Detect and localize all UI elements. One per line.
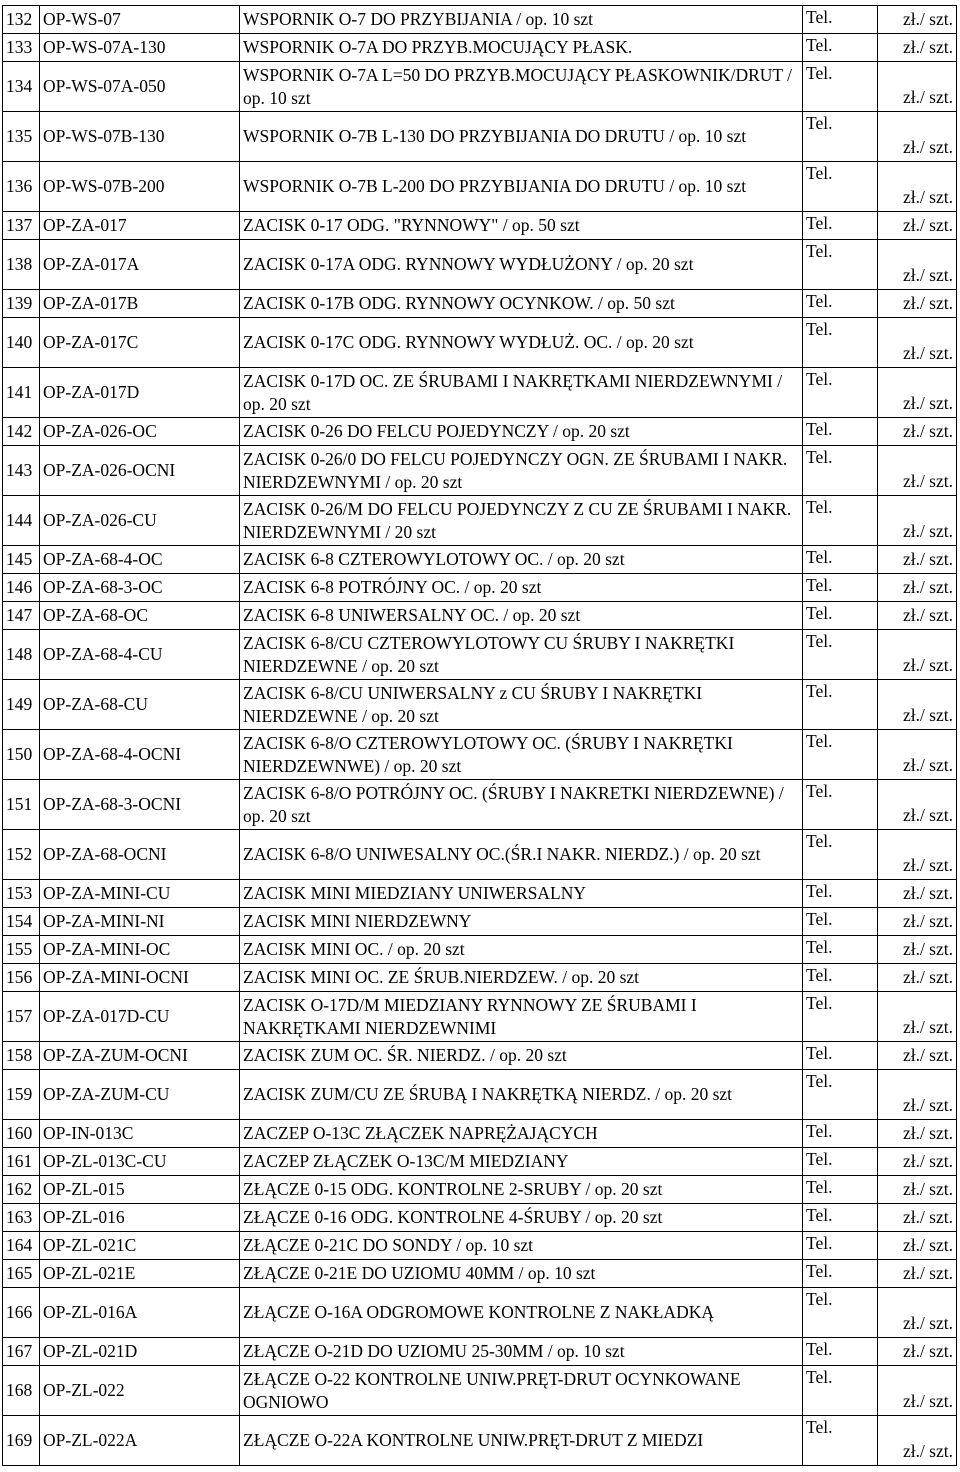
table-row (3, 1148, 957, 1176)
price-unit: zł./ szt. (878, 1366, 957, 1416)
price-unit: zł./ szt. (878, 1176, 957, 1204)
price-unit: zł./ szt. (878, 6, 957, 34)
table-row (3, 1070, 957, 1120)
product-description: ZACISK 0-17B ODG. RYNNOWY OCYNKOW. / op. 50 szt (240, 290, 803, 318)
phone-label: Tel. (803, 162, 878, 212)
price-unit: zł./ szt. (878, 574, 957, 602)
table-row (3, 1366, 957, 1416)
product-description: ZŁĄCZE 0-15 ODG. KONTROLNE 2-SRUBY / op. 20 szt (240, 1176, 803, 1204)
phone-label: Tel. (803, 1120, 878, 1148)
price-unit: zł./ szt. (878, 730, 957, 780)
product-code: OP-ZA-017C (40, 318, 240, 368)
product-code: OP-ZA-68-3-OC (40, 574, 240, 602)
phone-label: Tel. (803, 1232, 878, 1260)
table-row (3, 880, 957, 908)
product-description: ZACZEP O-13C ZŁĄCZEK NAPRĘŻAJĄCYCH (240, 1120, 803, 1148)
row-number: 165 (3, 1260, 40, 1288)
phone-label: Tel. (803, 992, 878, 1042)
phone-label: Tel. (803, 290, 878, 318)
row-number: 142 (3, 418, 40, 446)
product-code: OP-IN-013C (40, 1120, 240, 1148)
price-unit: zł./ szt. (878, 1232, 957, 1260)
price-unit: zł./ szt. (878, 1338, 957, 1366)
phone-label: Tel. (803, 1416, 878, 1466)
product-description: ZACZEP ZŁĄCZEK O-13C/M MIEDZIANY (240, 1148, 803, 1176)
product-description: WSPORNIK O-7 DO PRZYBIJANIA / op. 10 szt (240, 6, 803, 34)
phone-label: Tel. (803, 240, 878, 290)
product-code: OP-ZA-68-4-CU (40, 630, 240, 680)
row-number: 168 (3, 1366, 40, 1416)
product-description: ZŁĄCZE O-16A ODGROMOWE KONTROLNE Z NAKŁADKĄ (240, 1288, 803, 1338)
product-code: OP-ZA-017D-CU (40, 992, 240, 1042)
phone-label: Tel. (803, 1338, 878, 1366)
product-description: ZACISK 6-8/CU UNIWERSALNY z CU ŚRUBY I NAKRĘTKI NIERDZEWNE / op. 20 szt (240, 680, 803, 730)
table-row (3, 162, 957, 212)
phone-label: Tel. (803, 964, 878, 992)
product-code: OP-ZA-MINI-CU (40, 880, 240, 908)
product-code: OP-ZA-68-3-OCNI (40, 780, 240, 830)
row-number: 154 (3, 908, 40, 936)
price-unit: zł./ szt. (878, 780, 957, 830)
price-unit: zł./ szt. (878, 964, 957, 992)
row-number: 167 (3, 1338, 40, 1366)
row-number: 139 (3, 290, 40, 318)
product-description: WSPORNIK O-7B L-130 DO PRZYBIJANIA DO DRUTU / op. 10 szt (240, 112, 803, 162)
phone-label: Tel. (803, 318, 878, 368)
price-unit: zł./ szt. (878, 1288, 957, 1338)
product-description: ZACISK MINI NIERDZEWNY (240, 908, 803, 936)
price-unit: zł./ szt. (878, 318, 957, 368)
table-row (3, 730, 957, 780)
product-code: OP-ZL-022A (40, 1416, 240, 1466)
product-description: ZACISK ZUM OC. ŚR. NIERDZ. / op. 20 szt (240, 1042, 803, 1070)
product-code: OP-ZA-68-4-OC (40, 546, 240, 574)
product-description: ZACISK 6-8 UNIWERSALNY OC. / op. 20 szt (240, 602, 803, 630)
product-code: OP-ZL-015 (40, 1176, 240, 1204)
row-number: 135 (3, 112, 40, 162)
product-description: ZACISK 0-26/0 DO FELCU POJEDYNCZY OGN. ZE ŚRUBAMI I NAKR. NIERDZEWNYMI / op. 20 szt (240, 446, 803, 496)
row-number: 148 (3, 630, 40, 680)
row-number: 146 (3, 574, 40, 602)
product-code: OP-ZA-68-OC (40, 602, 240, 630)
phone-label: Tel. (803, 112, 878, 162)
table-row (3, 1232, 957, 1260)
row-number: 169 (3, 1416, 40, 1466)
product-description: ZACISK 6-8/CU CZTEROWYLOTOWY CU ŚRUBY I NAKRĘTKI NIERDZEWNE / op. 20 szt (240, 630, 803, 680)
product-description: ZACISK 6-8 POTRÓJNY OC. / op. 20 szt (240, 574, 803, 602)
phone-label: Tel. (803, 780, 878, 830)
phone-label: Tel. (803, 1042, 878, 1070)
product-code: OP-ZA-68-OCNI (40, 830, 240, 880)
product-code: OP-ZL-016 (40, 1204, 240, 1232)
row-number: 158 (3, 1042, 40, 1070)
table-row (3, 964, 957, 992)
price-unit: zł./ szt. (878, 830, 957, 880)
table-row (3, 112, 957, 162)
phone-label: Tel. (803, 1204, 878, 1232)
table-row (3, 908, 957, 936)
price-unit: zł./ szt. (878, 1070, 957, 1120)
product-description: ZACISK 0-26/M DO FELCU POJEDYNCZY Z CU ZE ŚRUBAMI I NAKR. NIERDZEWNYMI / 20 szt (240, 496, 803, 546)
price-unit: zł./ szt. (878, 992, 957, 1042)
price-unit: zł./ szt. (878, 62, 957, 112)
row-number: 137 (3, 212, 40, 240)
table-row (3, 780, 957, 830)
table-row (3, 290, 957, 318)
product-description: ZŁĄCZE O-22A KONTROLNE UNIW.PRĘT-DRUT Z MIEDZI (240, 1416, 803, 1466)
product-description: ZACISK MINI OC. ZE ŚRUB.NIERDZEW. / op. 20 szt (240, 964, 803, 992)
phone-label: Tel. (803, 368, 878, 418)
product-description: ZACISK 6-8 CZTEROWYLOTOWY OC. / op. 20 szt (240, 546, 803, 574)
product-description: ZŁĄCZE 0-21C DO SONDY / op. 10 szt (240, 1232, 803, 1260)
phone-label: Tel. (803, 830, 878, 880)
row-number: 134 (3, 62, 40, 112)
product-code: OP-ZA-68-4-OCNI (40, 730, 240, 780)
row-number: 166 (3, 1288, 40, 1338)
price-unit: zł./ szt. (878, 936, 957, 964)
product-code: OP-ZA-ZUM-OCNI (40, 1042, 240, 1070)
table-row (3, 680, 957, 730)
product-description: ZŁĄCZE O-21D DO UZIOMU 25-30MM / op. 10 szt (240, 1338, 803, 1366)
product-description: ZACISK ZUM/CU ZE ŚRUBĄ I NAKRĘTKĄ NIERDZ. / op. 20 szt (240, 1070, 803, 1120)
price-unit: zł./ szt. (878, 1416, 957, 1466)
phone-label: Tel. (803, 446, 878, 496)
product-code: OP-WS-07B-130 (40, 112, 240, 162)
table-row (3, 1176, 957, 1204)
product-code: OP-ZA-MINI-OC (40, 936, 240, 964)
row-number: 155 (3, 936, 40, 964)
price-unit: zł./ szt. (878, 630, 957, 680)
price-unit: zł./ szt. (878, 212, 957, 240)
row-number: 151 (3, 780, 40, 830)
row-number: 145 (3, 546, 40, 574)
product-description: ZACISK 6-8/O POTRÓJNY OC. (ŚRUBY I NAKRETKI NIERDZEWNE) / op. 20 szt (240, 780, 803, 830)
row-number: 159 (3, 1070, 40, 1120)
product-code: OP-ZL-021C (40, 1232, 240, 1260)
phone-label: Tel. (803, 6, 878, 34)
row-number: 144 (3, 496, 40, 546)
table-row (3, 446, 957, 496)
table-row (3, 936, 957, 964)
product-code: OP-ZL-013C-CU (40, 1148, 240, 1176)
product-code: OP-ZL-016A (40, 1288, 240, 1338)
phone-label: Tel. (803, 574, 878, 602)
row-number: 147 (3, 602, 40, 630)
product-description: WSPORNIK O-7A L=50 DO PRZYB.MOCUJĄCY PŁASKOWNIK/DRUT / op. 10 szt (240, 62, 803, 112)
table-row (3, 574, 957, 602)
row-number: 161 (3, 1148, 40, 1176)
product-code: OP-ZL-021E (40, 1260, 240, 1288)
row-number: 157 (3, 992, 40, 1042)
product-description: ZACISK O-17D/M MIEDZIANY RYNNOWY ZE ŚRUBAMI I NAKRĘTKAMI NIERDZEWNIMI (240, 992, 803, 1042)
product-code: OP-ZA-68-CU (40, 680, 240, 730)
phone-label: Tel. (803, 730, 878, 780)
product-description: WSPORNIK O-7A DO PRZYB.MOCUJĄCY PŁASK. (240, 34, 803, 62)
table-row (3, 6, 957, 34)
row-number: 141 (3, 368, 40, 418)
row-number: 160 (3, 1120, 40, 1148)
row-number: 149 (3, 680, 40, 730)
price-unit: zł./ szt. (878, 1204, 957, 1232)
table-row (3, 62, 957, 112)
product-code: OP-ZA-017 (40, 212, 240, 240)
row-number: 143 (3, 446, 40, 496)
price-unit: zł./ szt. (878, 446, 957, 496)
phone-label: Tel. (803, 546, 878, 574)
row-number: 133 (3, 34, 40, 62)
table-row (3, 830, 957, 880)
phone-label: Tel. (803, 62, 878, 112)
price-unit: zł./ szt. (878, 418, 957, 446)
table-row (3, 1042, 957, 1070)
table-row (3, 1120, 957, 1148)
product-description: ZACISK MINI OC. / op. 20 szt (240, 936, 803, 964)
product-code: OP-WS-07A-130 (40, 34, 240, 62)
table-row (3, 630, 957, 680)
phone-label: Tel. (803, 602, 878, 630)
phone-label: Tel. (803, 630, 878, 680)
row-number: 140 (3, 318, 40, 368)
price-unit: zł./ szt. (878, 1042, 957, 1070)
product-description: ZŁĄCZE 0-16 ODG. KONTROLNE 4-ŚRUBY / op. 20 szt (240, 1204, 803, 1232)
product-code: OP-ZL-022 (40, 1366, 240, 1416)
table-row (3, 212, 957, 240)
product-code: OP-WS-07 (40, 6, 240, 34)
product-description: ZACISK 6-8/O CZTEROWYLOTOWY OC. (ŚRUBY I NAKRĘTKI NIERDZEWNWE) / op. 20 szt (240, 730, 803, 780)
phone-label: Tel. (803, 418, 878, 446)
product-code: OP-ZA-017D (40, 368, 240, 418)
product-description: ZACISK 6-8/O UNIWESALNY OC.(ŚR.I NAKR. NIERDZ.) / op. 20 szt (240, 830, 803, 880)
price-unit: zł./ szt. (878, 240, 957, 290)
price-unit: zł./ szt. (878, 680, 957, 730)
price-unit: zł./ szt. (878, 1148, 957, 1176)
price-unit: zł./ szt. (878, 112, 957, 162)
phone-label: Tel. (803, 1148, 878, 1176)
product-description: ZACISK 0-26 DO FELCU POJEDYNCZY / op. 20 szt (240, 418, 803, 446)
price-unit: zł./ szt. (878, 1260, 957, 1288)
price-unit: zł./ szt. (878, 162, 957, 212)
table-row (3, 368, 957, 418)
table-row (3, 1260, 957, 1288)
product-code: OP-ZA-017A (40, 240, 240, 290)
product-code: OP-ZA-017B (40, 290, 240, 318)
table-row (3, 1288, 957, 1338)
row-number: 138 (3, 240, 40, 290)
table-row (3, 992, 957, 1042)
table-row (3, 240, 957, 290)
price-unit: zł./ szt. (878, 34, 957, 62)
product-code: OP-ZA-026-OC (40, 418, 240, 446)
table-row (3, 602, 957, 630)
table-row (3, 34, 957, 62)
price-list-body (3, 6, 957, 1466)
table-row (3, 418, 957, 446)
row-number: 163 (3, 1204, 40, 1232)
price-unit: zł./ szt. (878, 290, 957, 318)
product-description: ZACISK 0-17A ODG. RYNNOWY WYDŁUŻONY / op. 20 szt (240, 240, 803, 290)
row-number: 164 (3, 1232, 40, 1260)
phone-label: Tel. (803, 212, 878, 240)
row-number: 136 (3, 162, 40, 212)
price-unit: zł./ szt. (878, 1120, 957, 1148)
row-number: 152 (3, 830, 40, 880)
row-number: 153 (3, 880, 40, 908)
row-number: 150 (3, 730, 40, 780)
price-unit: zł./ szt. (878, 546, 957, 574)
phone-label: Tel. (803, 34, 878, 62)
table-row (3, 1338, 957, 1366)
price-list-table (2, 5, 957, 1466)
phone-label: Tel. (803, 496, 878, 546)
product-code: OP-ZA-MINI-NI (40, 908, 240, 936)
product-description: ZACISK 0-17 ODG. "RYNNOWY" / op. 50 szt (240, 212, 803, 240)
row-number: 132 (3, 6, 40, 34)
product-code: OP-ZA-ZUM-CU (40, 1070, 240, 1120)
product-code: OP-WS-07B-200 (40, 162, 240, 212)
table-row (3, 1204, 957, 1232)
table-row (3, 546, 957, 574)
phone-label: Tel. (803, 1176, 878, 1204)
product-description: ZACISK 0-17C ODG. RYNNOWY WYDŁUŻ. OC. / op. 20 szt (240, 318, 803, 368)
product-code: OP-ZL-021D (40, 1338, 240, 1366)
price-unit: zł./ szt. (878, 908, 957, 936)
phone-label: Tel. (803, 1288, 878, 1338)
product-description: ZŁĄCZE 0-21E DO UZIOMU 40MM / op. 10 szt (240, 1260, 803, 1288)
product-description: WSPORNIK O-7B L-200 DO PRZYBIJANIA DO DRUTU / op. 10 szt (240, 162, 803, 212)
table-row (3, 496, 957, 546)
row-number: 162 (3, 1176, 40, 1204)
phone-label: Tel. (803, 680, 878, 730)
price-unit: zł./ szt. (878, 368, 957, 418)
phone-label: Tel. (803, 936, 878, 964)
table-row (3, 318, 957, 368)
table-row (3, 1416, 957, 1466)
phone-label: Tel. (803, 880, 878, 908)
phone-label: Tel. (803, 1366, 878, 1416)
phone-label: Tel. (803, 1260, 878, 1288)
price-unit: zł./ szt. (878, 496, 957, 546)
product-code: OP-ZA-026-CU (40, 496, 240, 546)
phone-label: Tel. (803, 908, 878, 936)
phone-label: Tel. (803, 1070, 878, 1120)
product-description: ZACISK MINI MIEDZIANY UNIWERSALNY (240, 880, 803, 908)
product-code: OP-ZA-MINI-OCNI (40, 964, 240, 992)
product-code: OP-WS-07A-050 (40, 62, 240, 112)
price-unit: zł./ szt. (878, 602, 957, 630)
product-code: OP-ZA-026-OCNI (40, 446, 240, 496)
product-description: ZACISK 0-17D OC. ZE ŚRUBAMI I NAKRĘTKAMI NIERDZEWNYMI / op. 20 szt (240, 368, 803, 418)
price-unit: zł./ szt. (878, 880, 957, 908)
product-description: ZŁĄCZE O-22 KONTROLNE UNIW.PRĘT-DRUT OCYNKOWANE OGNIOWO (240, 1366, 803, 1416)
row-number: 156 (3, 964, 40, 992)
